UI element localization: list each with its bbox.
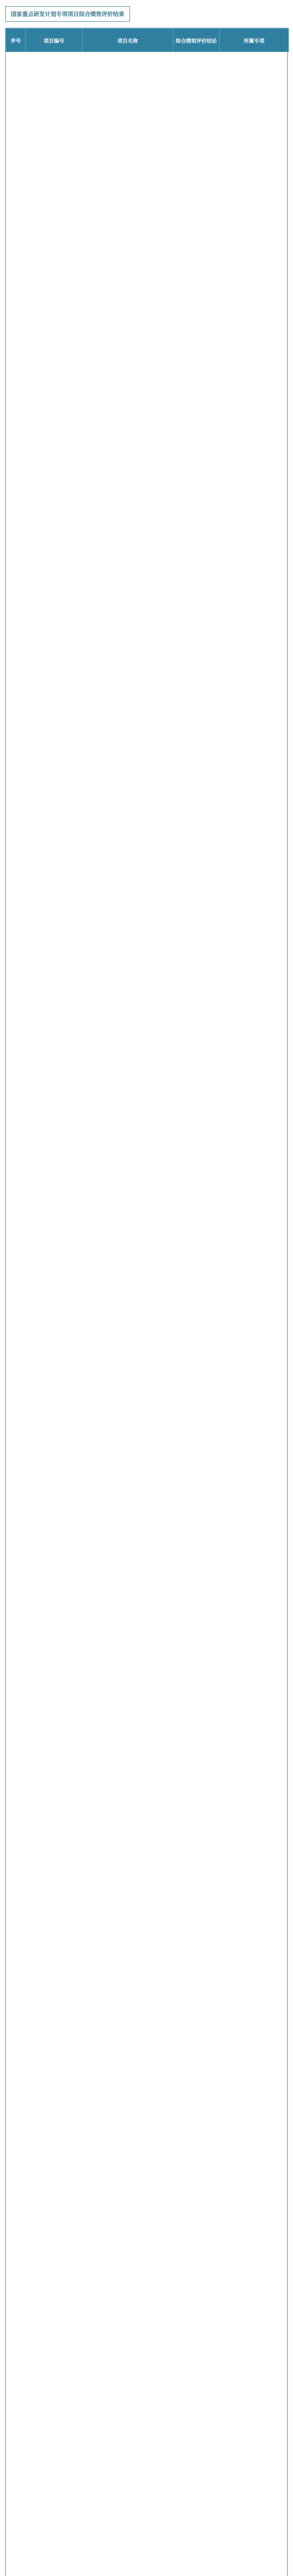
header-index: 序号: [6, 29, 26, 52]
header-program: 所属专项: [220, 29, 289, 52]
header-row: [6, 29, 289, 52]
results-table: [6, 28, 289, 2576]
table-header: [6, 29, 289, 52]
table-body: [6, 52, 289, 2576]
results-table-wrapper: [5, 28, 288, 2576]
header-project-code: 项目编号: [26, 29, 83, 52]
title-area: [5, 4, 288, 24]
page-title: 国家重点研发计划专项项目综合绩效评价结果: [5, 6, 130, 22]
header-project-name: 项目名称: [83, 29, 173, 52]
header-evaluation-result: 综合绩效评价结论: [173, 29, 220, 52]
